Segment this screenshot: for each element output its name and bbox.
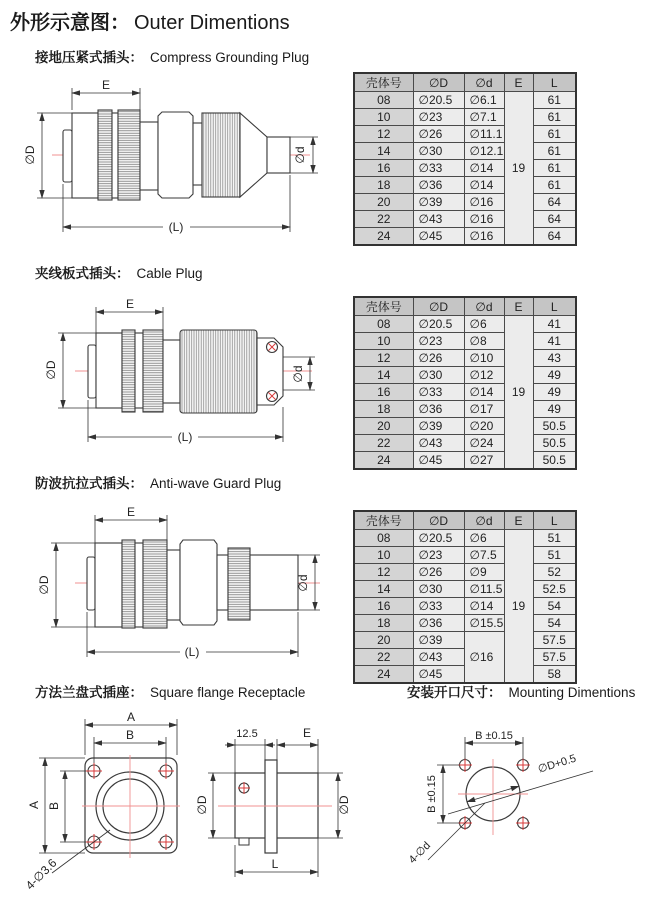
- table-cell: 18: [354, 401, 413, 418]
- table-row: [354, 401, 576, 418]
- table-cell: 14: [354, 367, 413, 384]
- anti-wave-guard-plug-table: [353, 510, 577, 684]
- table-cell: ∅8: [464, 333, 504, 350]
- table-cell: 16: [354, 598, 413, 615]
- table-cell: ∅9: [464, 564, 504, 581]
- table-cell: ∅39: [413, 194, 464, 211]
- table-cell: ∅14: [464, 160, 504, 177]
- table-row: [354, 350, 576, 367]
- table-cell: 50.5: [533, 418, 576, 435]
- table-cell: ∅14: [464, 177, 504, 194]
- column-header: ∅d: [464, 511, 504, 530]
- dim-label-holes: 4-∅d: [406, 839, 434, 867]
- table-cell: 20: [354, 632, 413, 649]
- knurled-ring: [122, 540, 135, 628]
- table-cell: ∅45: [413, 666, 464, 684]
- dim-label-e: E: [125, 297, 135, 311]
- column-header: ∅D: [413, 73, 464, 92]
- table-cell: ∅17: [464, 401, 504, 418]
- table-cell: ∅39: [413, 418, 464, 435]
- table-cell: 22: [354, 435, 413, 452]
- dim-label-od: ∅D: [337, 795, 351, 815]
- table-cell: 61: [533, 160, 576, 177]
- dim-label-b: B: [47, 801, 61, 811]
- table-cell: ∅6.1: [464, 92, 504, 109]
- table-row: [354, 418, 576, 435]
- section-label-zh: 接地压紧式插头：: [35, 50, 143, 65]
- table-cell: ∅39: [413, 632, 464, 649]
- table-cell: 58: [533, 666, 576, 684]
- dim-label-od-small: ∅d: [293, 146, 307, 164]
- table-cell: ∅43: [413, 649, 464, 666]
- table-cell: ∅11.5: [464, 581, 504, 598]
- table-cell: 20: [354, 194, 413, 211]
- knurled-ring: [118, 110, 140, 200]
- knurled-ring: [98, 110, 112, 200]
- table-cell: ∅26: [413, 126, 464, 143]
- table-cell: 18: [354, 177, 413, 194]
- table-cell: 61: [533, 109, 576, 126]
- table-cell: ∅45: [413, 452, 464, 470]
- table-cell: ∅16: [464, 228, 504, 246]
- table-cell: 22: [354, 649, 413, 666]
- table-cell: 19: [504, 530, 533, 684]
- table-cell: 52.5: [533, 581, 576, 598]
- knurled-backshell: [202, 113, 240, 197]
- table-cell: 12: [354, 126, 413, 143]
- dim-label-holes: 4-∅3.6: [22, 855, 60, 893]
- table-cell: ∅7.1: [464, 109, 504, 126]
- table-row: [354, 367, 576, 384]
- section-label-zh: 方法兰盘式插座：: [35, 685, 143, 700]
- dim-label-od: ∅D: [195, 795, 209, 815]
- knurled-body: [180, 330, 257, 413]
- table-cell: 49: [533, 401, 576, 418]
- column-header: 壳体号: [354, 73, 413, 92]
- table-cell: 57.5: [533, 649, 576, 666]
- table-row: [354, 452, 576, 470]
- table-cell: ∅36: [413, 401, 464, 418]
- table-cell: 20: [354, 418, 413, 435]
- table-cell: 43: [533, 350, 576, 367]
- dim-label-e: E: [126, 505, 136, 519]
- column-header: L: [533, 511, 576, 530]
- column-header: ∅D: [413, 297, 464, 316]
- flange-plate-side: [265, 760, 277, 853]
- table-cell: 10: [354, 547, 413, 564]
- dim-label-b: B: [125, 728, 135, 742]
- table-cell: ∅14: [464, 598, 504, 615]
- table-cell: ∅30: [413, 581, 464, 598]
- table-cell: 61: [533, 126, 576, 143]
- section-label-compress-grounding-plug: [35, 46, 309, 66]
- table-row: [354, 333, 576, 350]
- section-label-en: Cable Plug: [136, 266, 203, 281]
- table-cell: ∅36: [413, 177, 464, 194]
- dim-label-od-small: ∅d: [291, 365, 305, 383]
- table-row: [354, 109, 576, 126]
- dim-label-length: L: [271, 857, 279, 871]
- section-label-anti-wave-guard-plug: [35, 472, 281, 492]
- knurled-ring: [228, 548, 250, 620]
- column-header: L: [533, 297, 576, 316]
- table-cell: ∅45: [413, 228, 464, 246]
- table-cell: 41: [533, 316, 576, 333]
- section-label-en: Mounting Dimentions: [508, 685, 636, 700]
- column-header: E: [504, 73, 533, 92]
- section-label-square-flange-receptacle: [35, 681, 305, 701]
- table-cell: ∅33: [413, 598, 464, 615]
- page-title: [10, 6, 290, 35]
- dim-label-od: ∅D: [37, 575, 51, 595]
- table-cell: ∅24: [464, 435, 504, 452]
- column-header: ∅d: [464, 297, 504, 316]
- dim-label-e: E: [302, 726, 312, 740]
- table-cell: ∅43: [413, 435, 464, 452]
- table-row: [354, 316, 576, 333]
- table-cell: 24: [354, 452, 413, 470]
- page-title-zh: 外形示意图：: [10, 12, 130, 34]
- table-cell: ∅12: [464, 367, 504, 384]
- table-cell: ∅16: [464, 194, 504, 211]
- table-row: [354, 547, 576, 564]
- table-cell: 54: [533, 598, 576, 615]
- table-row: [354, 228, 576, 246]
- table-cell: 08: [354, 316, 413, 333]
- dim-label-od: ∅D: [23, 145, 37, 165]
- dim-label-a: A: [27, 800, 41, 810]
- table-cell: 50.5: [533, 435, 576, 452]
- table-cell: 10: [354, 333, 413, 350]
- table-cell: ∅7.5: [464, 547, 504, 564]
- compress-grounding-plug-table: [353, 72, 577, 246]
- table-cell: 22: [354, 211, 413, 228]
- table-cell: ∅16: [464, 211, 504, 228]
- table-row: [354, 160, 576, 177]
- table-cell: 24: [354, 228, 413, 246]
- table-header-row: [354, 511, 576, 530]
- table-cell: 14: [354, 143, 413, 160]
- table-cell: 64: [533, 211, 576, 228]
- column-header: E: [504, 511, 533, 530]
- table-cell: 19: [504, 316, 533, 470]
- compress-grounding-plug-drawing: [20, 72, 340, 242]
- table-cell: 49: [533, 384, 576, 401]
- table-cell: ∅20.5: [413, 316, 464, 333]
- knurled-ring: [122, 330, 135, 412]
- table-cell: 61: [533, 92, 576, 109]
- table-row: [354, 194, 576, 211]
- square-flange-receptacle-drawing: [20, 705, 360, 910]
- table-cell: ∅6: [464, 316, 504, 333]
- table-row: [354, 615, 576, 632]
- table-cell: ∅6: [464, 530, 504, 547]
- table-cell: 24: [354, 666, 413, 684]
- table-cell: ∅27: [464, 452, 504, 470]
- column-header: 壳体号: [354, 297, 413, 316]
- table-cell: ∅30: [413, 367, 464, 384]
- table-cell: 64: [533, 194, 576, 211]
- dim-label-b-left: B ±0.15: [426, 775, 438, 813]
- table-cell: 14: [354, 581, 413, 598]
- table-cell: 64: [533, 228, 576, 246]
- dim-label-b-top: B ±0.15: [475, 730, 513, 742]
- table-row: [354, 211, 576, 228]
- table-cell: ∅23: [413, 333, 464, 350]
- mounting-dimensions-drawing: [400, 715, 645, 910]
- table-cell: 16: [354, 160, 413, 177]
- table-row: [354, 530, 576, 547]
- table-cell: ∅26: [413, 350, 464, 367]
- section-label-cable-plug: [35, 262, 203, 282]
- table-cell: 61: [533, 177, 576, 194]
- table-row: [354, 564, 576, 581]
- table-cell: 18: [354, 615, 413, 632]
- table-row: [354, 581, 576, 598]
- table-cell: ∅16: [464, 632, 504, 684]
- table-cell: 54: [533, 615, 576, 632]
- table-cell: 08: [354, 92, 413, 109]
- table-header-row: [354, 73, 576, 92]
- table-row: [354, 143, 576, 160]
- dim-label-offset: 12.5: [236, 728, 258, 740]
- table-row: [354, 384, 576, 401]
- dim-label-length: (L): [168, 220, 184, 234]
- column-header: E: [504, 297, 533, 316]
- table-cell: ∅20: [464, 418, 504, 435]
- table-row: [354, 177, 576, 194]
- table-row: [354, 92, 576, 109]
- table-cell: ∅36: [413, 615, 464, 632]
- knurled-ring: [143, 540, 167, 628]
- dim-label-length: (L): [184, 645, 200, 659]
- table-cell: 49: [533, 367, 576, 384]
- table-cell: 51: [533, 530, 576, 547]
- cable-plug-table: [353, 296, 577, 470]
- table-cell: 16: [354, 384, 413, 401]
- table-cell: ∅33: [413, 160, 464, 177]
- section-label-en: Square flange Receptacle: [150, 685, 306, 700]
- table-cell: ∅20.5: [413, 530, 464, 547]
- table-cell: ∅11.1: [464, 126, 504, 143]
- column-header: 壳体号: [354, 511, 413, 530]
- cable-plug-drawing: [20, 290, 340, 465]
- table-header-row: [354, 297, 576, 316]
- table-cell: 52: [533, 564, 576, 581]
- section-label-zh: 夹线板式插头：: [35, 266, 130, 281]
- table-cell: 50.5: [533, 452, 576, 470]
- section-label-zh: 防波抗拉式插头：: [35, 476, 143, 491]
- table-cell: ∅26: [413, 564, 464, 581]
- dim-label-od: ∅D: [44, 360, 58, 380]
- dim-label-a: A: [126, 710, 136, 724]
- table-row: [354, 632, 576, 649]
- anti-wave-guard-plug-drawing: [20, 500, 340, 675]
- table-cell: ∅15.5: [464, 615, 504, 632]
- table-cell: ∅20.5: [413, 92, 464, 109]
- table-cell: ∅23: [413, 547, 464, 564]
- dim-label-e: E: [101, 78, 111, 92]
- table-cell: 61: [533, 143, 576, 160]
- table-cell: ∅12.1: [464, 143, 504, 160]
- table-cell: 10: [354, 109, 413, 126]
- table-cell: 51: [533, 547, 576, 564]
- table-cell: ∅43: [413, 211, 464, 228]
- table-cell: 19: [504, 92, 533, 246]
- table-cell: ∅23: [413, 109, 464, 126]
- table-cell: ∅33: [413, 384, 464, 401]
- table-row: [354, 126, 576, 143]
- dim-label-od-small: ∅d: [296, 574, 310, 592]
- table-cell: ∅30: [413, 143, 464, 160]
- column-header: ∅d: [464, 73, 504, 92]
- section-label-en: Compress Grounding Plug: [150, 50, 310, 65]
- column-header: L: [533, 73, 576, 92]
- table-cell: 12: [354, 564, 413, 581]
- table-cell: 08: [354, 530, 413, 547]
- table-cell: 41: [533, 333, 576, 350]
- page-title-en: Outer Dimentions: [134, 12, 290, 34]
- table-row: [354, 598, 576, 615]
- section-label-zh: 安装开口尺寸：: [407, 685, 502, 700]
- dim-label-od: ∅D+0.5: [536, 752, 578, 776]
- section-label-en: Anti-wave Guard Plug: [150, 476, 282, 491]
- knurled-ring: [143, 330, 163, 412]
- column-header: ∅D: [413, 511, 464, 530]
- table-cell: ∅14: [464, 384, 504, 401]
- section-label-mounting-dimensions: [407, 681, 635, 701]
- table-cell: ∅10: [464, 350, 504, 367]
- dim-label-length: (L): [177, 430, 193, 444]
- table-row: [354, 435, 576, 452]
- table-cell: 57.5: [533, 632, 576, 649]
- table-cell: 12: [354, 350, 413, 367]
